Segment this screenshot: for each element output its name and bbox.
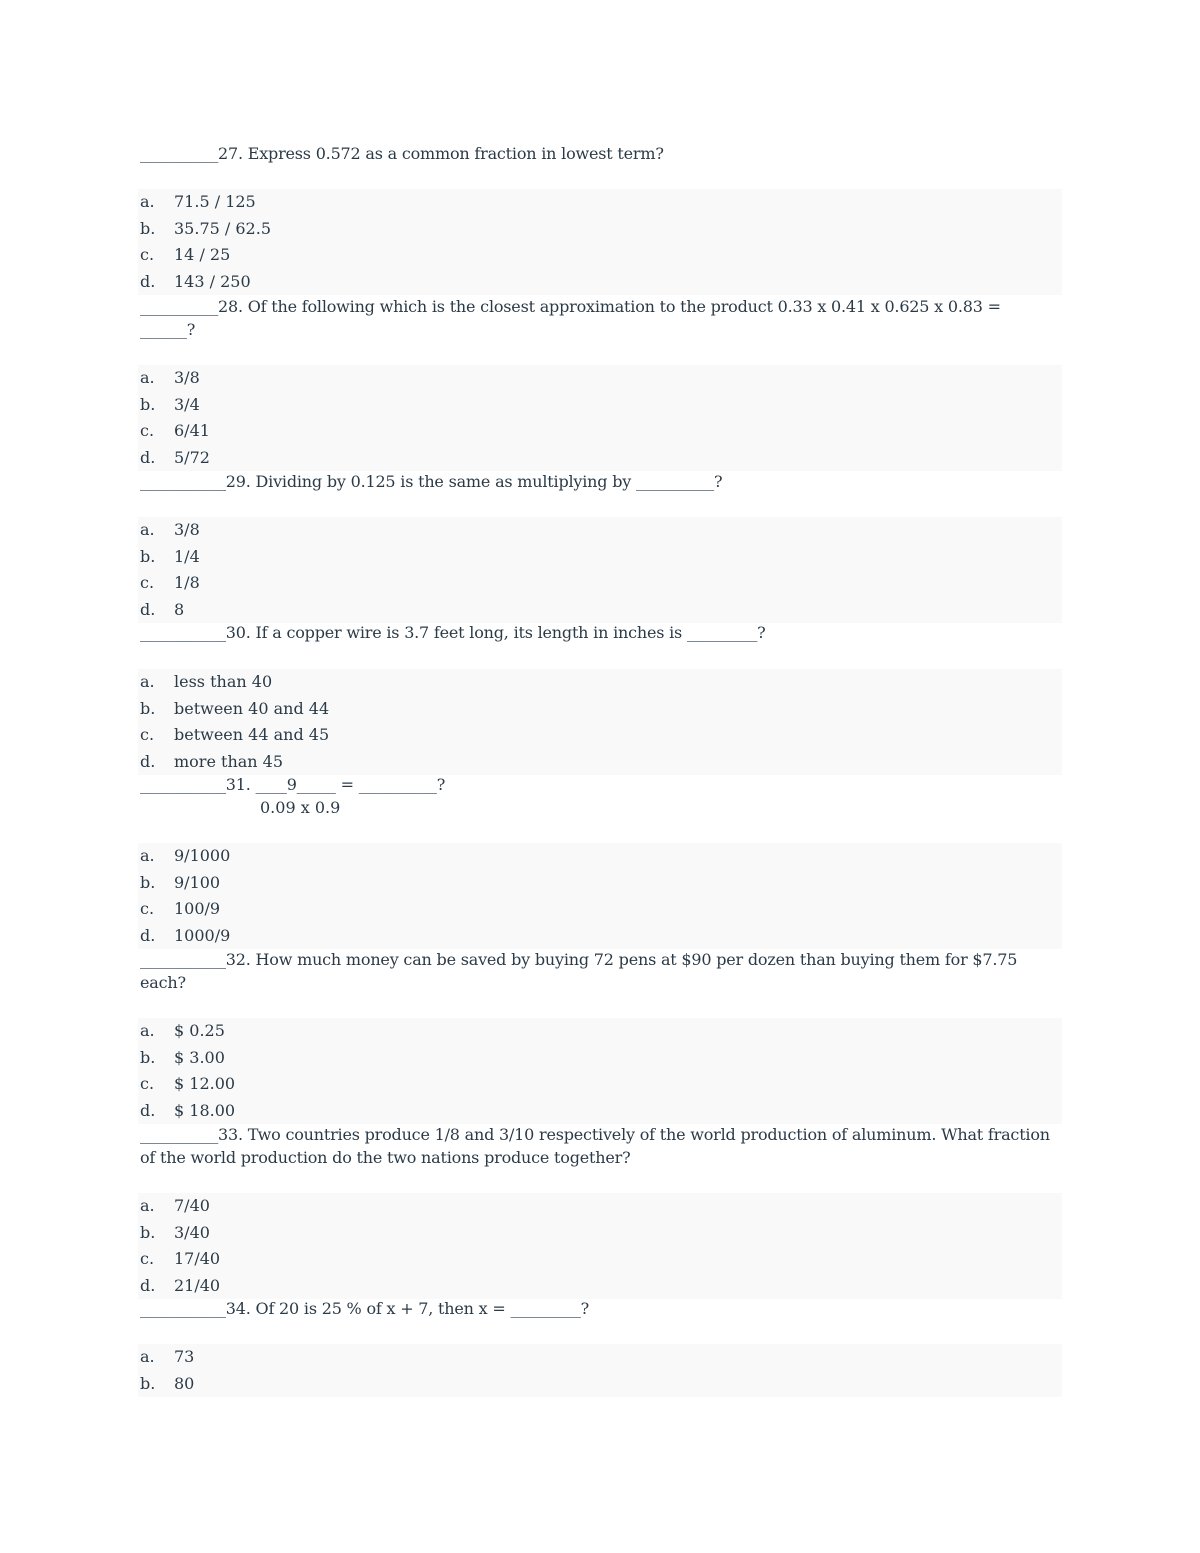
question-30: ___________30. If a copper wire is 3.7 feet long, its length in inches is _________? <box>140 623 766 642</box>
option-text: 9/1000 <box>174 846 231 865</box>
option[interactable] <box>138 843 1062 870</box>
option-letter: c. <box>140 573 155 592</box>
question-28: __________28. Of the following which is the closest approximation to the product 0.33 x 0.41 x 0.625 x 0.83 = ______? <box>140 297 1001 339</box>
option-letter: a. <box>140 846 155 865</box>
option-text: 17/40 <box>174 1249 221 1268</box>
option[interactable] <box>138 544 1062 571</box>
option[interactable] <box>138 923 1062 950</box>
option-text: 71.5 / 125 <box>174 192 256 211</box>
option[interactable] <box>138 1246 1062 1273</box>
option-text: 3/8 <box>174 368 200 387</box>
option[interactable] <box>138 669 1062 696</box>
option-letter: b. <box>140 546 156 566</box>
option[interactable] <box>138 242 1062 269</box>
option-letter: d. <box>140 599 156 619</box>
option[interactable] <box>138 269 1062 296</box>
option-text: 1/4 <box>174 546 200 566</box>
option-letter: a. <box>140 1347 155 1366</box>
option-letter: d. <box>140 1275 156 1295</box>
option-text: $ 12.00 <box>174 1074 236 1093</box>
option[interactable] <box>138 1220 1062 1247</box>
options-29 <box>138 517 1062 623</box>
option[interactable] <box>138 216 1062 243</box>
option-text: 3/8 <box>174 520 200 539</box>
option-text: 35.75 / 62.5 <box>174 218 271 238</box>
option[interactable] <box>138 749 1062 776</box>
option-letter: b. <box>140 872 156 892</box>
option-text: 3/4 <box>174 394 200 414</box>
options-30 <box>138 669 1062 775</box>
option[interactable] <box>138 570 1062 597</box>
option-letter: a. <box>140 192 155 211</box>
option-letter: b. <box>140 1222 156 1242</box>
option-letter: c. <box>140 899 155 918</box>
option[interactable] <box>138 1344 1062 1371</box>
option-text: 7/40 <box>174 1196 210 1215</box>
options-28 <box>138 365 1062 471</box>
option-letter: c. <box>140 1074 155 1093</box>
option-text: 14 / 25 <box>174 245 231 264</box>
option-text: 9/100 <box>174 872 221 892</box>
option-letter: b. <box>140 698 156 718</box>
option-text: between 40 and 44 <box>174 698 330 718</box>
fraction-denominator: 0.09 x 0.9 <box>260 798 341 817</box>
option-text: between 44 and 45 <box>174 725 330 744</box>
option-letter: a. <box>140 368 155 387</box>
option[interactable] <box>138 597 1062 624</box>
option-text: 8 <box>174 599 185 619</box>
option-text: 3/40 <box>174 1222 210 1242</box>
options-31 <box>138 843 1062 949</box>
question-32: ___________32. How much money can be saved by buying 72 pens at $90 per dozen than buying them for $7.75 each? <box>140 950 1018 992</box>
option-text: 100/9 <box>174 899 221 918</box>
question-33: __________33. Two countries produce 1/8 and 3/10 respectively of the world production of aluminum. What fraction of the world production do the two nations produce together? <box>140 1125 1050 1167</box>
question-27: __________27. Express 0.572 as a common fraction in lowest term? <box>140 144 664 163</box>
option[interactable] <box>138 1045 1062 1072</box>
option-letter: a. <box>140 1196 155 1215</box>
option-text: 143 / 250 <box>174 271 251 291</box>
options-27 <box>138 189 1062 295</box>
option-text: 80 <box>174 1373 195 1393</box>
option-letter: d. <box>140 271 156 291</box>
option[interactable] <box>138 445 1062 472</box>
option[interactable] <box>138 418 1062 445</box>
option[interactable] <box>138 870 1062 897</box>
option[interactable] <box>138 517 1062 544</box>
option[interactable] <box>138 1371 1062 1398</box>
option-letter: c. <box>140 725 155 744</box>
question-31: ___________31. ____9_____ = __________? <box>140 775 446 794</box>
option-letter: b. <box>140 1047 156 1067</box>
option-text: $ 3.00 <box>174 1047 225 1067</box>
option-letter: c. <box>140 421 155 440</box>
option[interactable] <box>138 722 1062 749</box>
options-32 <box>138 1018 1062 1124</box>
option-letter: c. <box>140 245 155 264</box>
option-letter: d. <box>140 751 156 771</box>
option-text: 6/41 <box>174 421 210 440</box>
question-29: ___________29. Dividing by 0.125 is the same as multiplying by __________? <box>140 472 723 491</box>
option[interactable] <box>138 1193 1062 1220</box>
option[interactable] <box>138 189 1062 216</box>
option[interactable] <box>138 365 1062 392</box>
option-text: $ 0.25 <box>174 1021 225 1040</box>
options-33 <box>138 1193 1062 1299</box>
option-letter: d. <box>140 1100 156 1120</box>
question-34: ___________34. Of 20 is 25 % of x + 7, then x = _________? <box>140 1299 590 1318</box>
option[interactable] <box>138 1071 1062 1098</box>
option[interactable] <box>138 896 1062 923</box>
option-text: 21/40 <box>174 1275 221 1295</box>
option-text: 5/72 <box>174 447 210 467</box>
option-letter: a. <box>140 1021 155 1040</box>
option[interactable] <box>138 1018 1062 1045</box>
option[interactable] <box>138 392 1062 419</box>
option[interactable] <box>138 1273 1062 1300</box>
option-text: 73 <box>174 1347 195 1366</box>
option-letter: b. <box>140 218 156 238</box>
option-text: $ 18.00 <box>174 1100 236 1120</box>
options-34 <box>138 1344 1062 1397</box>
option-text: 1000/9 <box>174 925 231 945</box>
option[interactable] <box>138 1098 1062 1125</box>
option-text: 1/8 <box>174 573 200 592</box>
option-letter: c. <box>140 1249 155 1268</box>
option-letter: a. <box>140 672 155 691</box>
option-letter: a. <box>140 520 155 539</box>
option-letter: d. <box>140 925 156 945</box>
option-text: more than 45 <box>174 751 284 771</box>
option-letter: b. <box>140 394 156 414</box>
option-letter: b. <box>140 1373 156 1393</box>
option-letter: d. <box>140 447 156 467</box>
option[interactable] <box>138 696 1062 723</box>
option-text: less than 40 <box>174 672 273 691</box>
